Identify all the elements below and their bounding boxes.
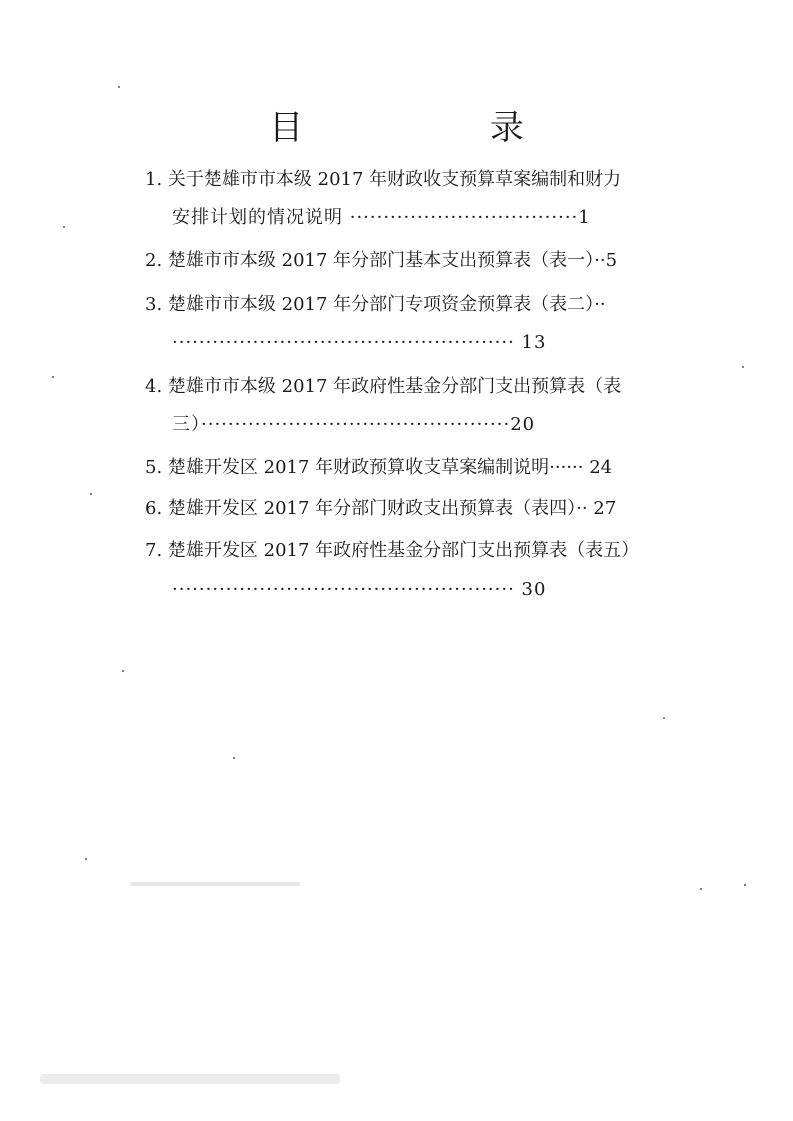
scan-speck — [85, 858, 87, 860]
scan-speck — [52, 376, 54, 378]
toc-entry-7-line-1: 7. 楚雄开发区 2017 年政府性基金分部门支出预算表（表五） — [145, 540, 640, 561]
toc-entry-7-line-2: ··················································· 30 — [172, 579, 547, 600]
scan-speck — [118, 86, 120, 88]
scan-speck — [122, 670, 124, 672]
scan-smudge — [130, 882, 300, 886]
scan-speck — [90, 493, 92, 495]
toc-entry-1-line-2: 安排计划的情况说明 ··································1 — [172, 207, 591, 228]
scan-speck — [742, 366, 744, 368]
toc-entry-3-line-1: 3. 楚雄市市本级 2017 年分部门专项资金预算表（表二）·· — [145, 294, 606, 315]
scan-speck — [233, 757, 235, 759]
scan-speck — [63, 226, 65, 228]
scan-smudge — [40, 1074, 340, 1084]
toc-entry-6: 6. 楚雄开发区 2017 年分部门财政支出预算表（表四）·· 27 — [145, 498, 617, 519]
scan-speck — [744, 884, 746, 886]
toc-entry-5: 5. 楚雄开发区 2017 年财政预算收支草案编制说明······ 24 — [145, 457, 613, 478]
scan-speck — [663, 717, 665, 719]
toc-entry-1-line-1: 1. 关于楚雄市市本级 2017 年财政收支预算草案编制和财力 — [145, 169, 622, 190]
toc-entry-2: 2. 楚雄市市本级 2017 年分部门基本支出预算表（表一）··5 — [145, 250, 618, 271]
toc-entry-3-line-2: ··················································· 13 — [172, 332, 547, 353]
scan-speck — [700, 888, 702, 890]
toc-entry-4-line-1: 4. 楚雄市市本级 2017 年政府性基金分部门支出预算表（表 — [145, 376, 622, 397]
page-title: 目 录 — [269, 108, 612, 148]
toc-entry-4-line-2: 三）··············································20 — [172, 414, 536, 435]
